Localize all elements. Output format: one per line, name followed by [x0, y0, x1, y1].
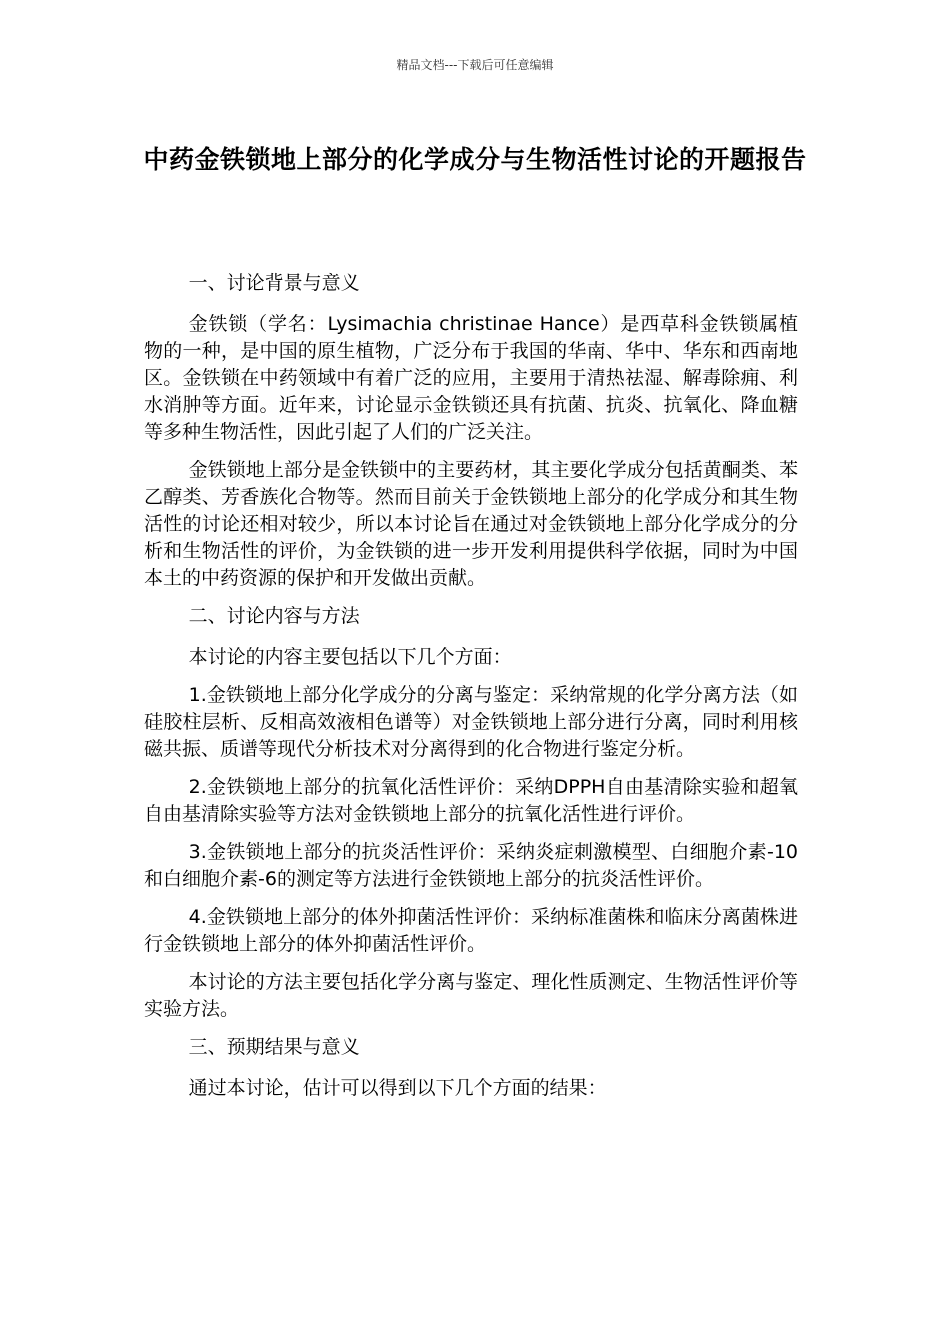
document-body	[144, 270, 798, 1113]
document-title: 中药金铁锁地上部分的化学成分与生物活性讨论的开题报告	[143, 145, 807, 174]
section-heading-background: 一、讨论背景与意义	[188, 272, 360, 294]
page-header: 精品文档---下载后可任意编辑	[396, 58, 554, 72]
paragraph-results-intro: 通过本讨论，估计可以得到以下几个方面的结果：	[188, 1077, 607, 1099]
list-item-antibacterial: 4.金铁锁地上部分的体外抑菌活性评价：采纳标准菌株和临床分离菌株进行金铁锁地上部分的体外抑菌活性评价。	[144, 906, 798, 955]
paragraph-intro: 金铁锁（学名：Lysimachia christinae Hance）是西草科金铁锁属植物的一种，是中国的原生植物，广泛分布于我国的华南、华中、华东和西南地区。金铁锁在中药领域中有着广泛的应用，主要用于清热祛湿、解毒除痈、利水消肿等方面。近年来，讨论显示金铁锁还具有抗菌、抗炎、抗氧化、降血糖等多种生物活性，因此引起了人们的广泛关注。	[144, 313, 798, 443]
list-item-antioxidant: 2.金铁锁地上部分的抗氧化活性评价：采纳DPPH自由基清除实验和超氧自由基清除实验等方法对金铁锁地上部分的抗氧化活性进行评价。	[144, 776, 798, 825]
paragraph-methods-summary: 本讨论的方法主要包括化学分离与鉴定、理化性质测定、生物活性评价等实验方法。	[144, 971, 798, 1020]
section-heading-expected-results: 三、预期结果与意义	[188, 1036, 360, 1058]
paragraph-content-intro: 本讨论的内容主要包括以下几个方面：	[188, 646, 512, 668]
paragraph-aerial-parts: 金铁锁地上部分是金铁锁中的主要药材，其主要化学成分包括黄酮类、苯乙醇类、芳香族化合物等。然而目前关于金铁锁地上部分的化学成分和其生物活性的讨论还相对较少，所以本讨论旨在通过对金铁锁地上部分化学成分的分析和生物活性的评价，为金铁锁的进一步开发利用提供科学依据，同时为中国本土的中药资源的保护和开发做出贡献。	[144, 459, 798, 589]
list-item-separation: 1.金铁锁地上部分化学成分的分离与鉴定：采纳常规的化学分离方法（如硅胶柱层析、反相高效液相色谱等）对金铁锁地上部分进行分离，同时利用核磁共振、质谱等现代分析技术对分离得到的化合物进行鉴定分析。	[144, 684, 798, 760]
section-heading-content-methods: 二、讨论内容与方法	[188, 605, 360, 627]
list-item-anti-inflammatory: 3.金铁锁地上部分的抗炎活性评价：采纳炎症刺激模型、白细胞介素-10和白细胞介素-6的测定等方法进行金铁锁地上部分的抗炎活性评价。	[144, 841, 798, 890]
